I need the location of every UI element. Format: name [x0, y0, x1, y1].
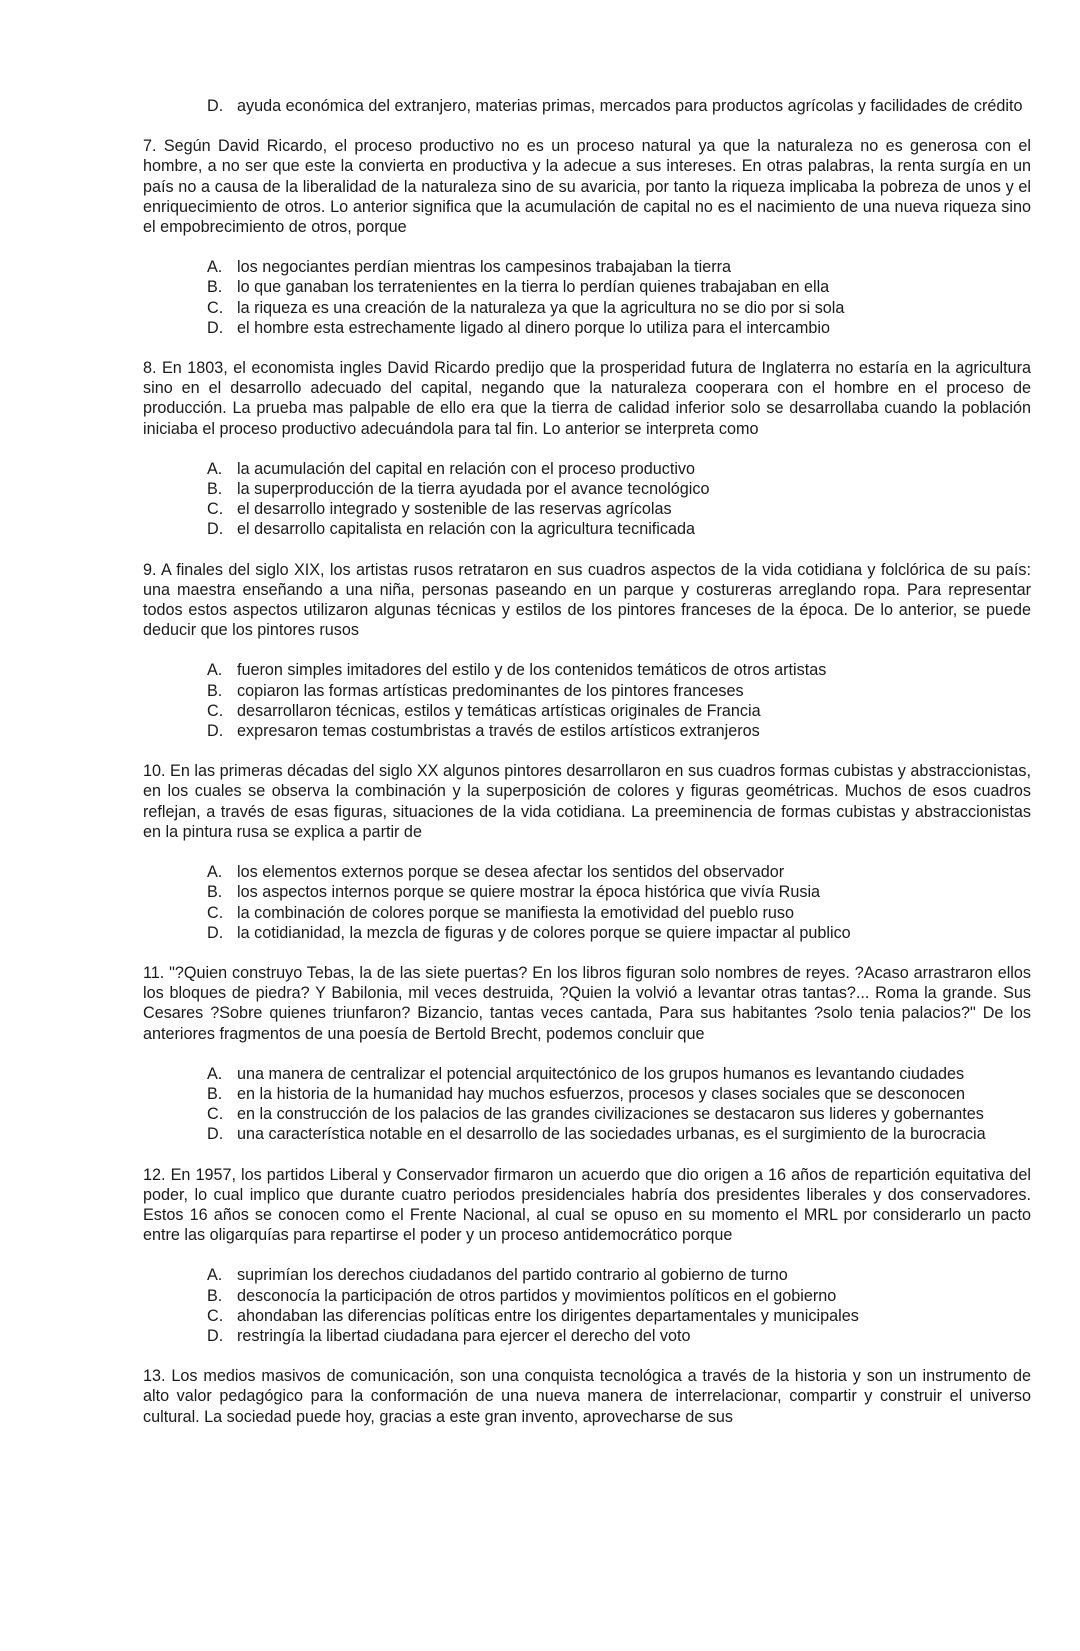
option-letter: D.	[207, 1326, 224, 1345]
continuation-options	[207, 96, 1031, 116]
option-list	[207, 459, 1031, 540]
option-item	[207, 1265, 1031, 1285]
question-12	[143, 1165, 1031, 1347]
option-text: en la historia de la humanidad hay muchos esfuerzos, procesos y clases sociales que se desconocen	[237, 1084, 965, 1103]
option-list	[207, 660, 1031, 741]
option-text: el desarrollo integrado y sostenible de las reservas agrícolas	[237, 500, 672, 519]
option-text: en la construcción de los palacios de las grandes civilizaciones se destacaron sus lideres y gobernantes	[237, 1105, 984, 1124]
option-list	[207, 1265, 1031, 1346]
option-item	[207, 1286, 1031, 1306]
option-text: los negociantes perdían mientras los campesinos trabajaban la tierra	[237, 258, 731, 277]
option-text: restringía la libertad ciudadana para ejercer el derecho del voto	[237, 1326, 691, 1345]
option-item	[207, 660, 1031, 680]
option-item	[207, 1084, 1031, 1104]
option-item	[207, 519, 1031, 539]
option-letter: C.	[207, 298, 224, 317]
option-letter: D.	[207, 520, 224, 539]
option-text: los aspectos internos porque se quiere mostrar la época histórica que vivía Rusia	[237, 883, 821, 902]
question-stem: 7. Según David Ricardo, el proceso productivo no es un proceso natural ya que la naturaleza no es generosa con el hombre, a no ser que este la convierta en productiva y la adecue a sus intereses. En otras palabras, la renta surgía en un país no a causa de la liberalidad de la naturaleza sino de su avaricia, por tanto la riqueza implicaba la pobreza de unos y el enriquecimiento de otros. Lo anterior significa que la acumulación de capital no es el nacimiento de una nueva riqueza sino el empobrecimiento de otros, porque	[143, 137, 1031, 237]
option-letter: B.	[207, 1286, 223, 1305]
option-letter: C.	[207, 500, 224, 519]
question-stem: 12. En 1957, los partidos Liberal y Conservador firmaron un acuerdo que dio origen a 16 años de repartición equitativa del poder, lo cual implico que durante cuatro periodos presidenciales habría dos presidentes liberales y dos conservadores. Estos 16 años se conocen como el Frente Nacional, al cual se opuso en su momento el MRL por considerarlo un pacto entre las oligarquías para repartirse el poder y un proceso antidemocrático porque	[143, 1165, 1031, 1245]
question-13	[143, 1366, 1031, 1427]
option-letter: A.	[207, 1266, 223, 1285]
option-text: una característica notable en el desarrollo de las sociedades urbanas, es el surgimiento de la burocracia	[237, 1125, 986, 1144]
question-stem: 11. "?Quien construyo Tebas, la de las siete puertas? En los libros figuran solo nombres de reyes. ?Acaso arrastraron ellos los bloques de piedra? Y Babilonia, mil veces destruida, ?Quien la volvió a levantar otras tantas?... Roma la grande. Sus Cesares ?Sobre quienes triunfaron? Bizancio, tantas veces cantada, Para sus habitantes ?solo tenia palacios?" De los anteriores fragmentos de una poesía de Bertold Brecht, podemos concluir que	[143, 963, 1031, 1043]
option-text: la acumulación del capital en relación con el proceso productivo	[237, 459, 696, 478]
option-text: lo que ganaban los terratenientes en la tierra lo perdían quienes trabajaban en ella	[237, 278, 830, 297]
option-letter: D.	[207, 923, 224, 942]
option-item	[207, 721, 1031, 741]
document-page	[143, 96, 1031, 1447]
question-10	[143, 761, 1031, 943]
option-letter: C.	[207, 701, 224, 720]
option-item	[207, 882, 1031, 902]
option-text: la combinación de colores porque se manifiesta la emotividad del pueblo ruso	[237, 903, 794, 922]
option-text: ahondaban las diferencias políticas entre los dirigentes departamentales y municipales	[237, 1306, 859, 1325]
option-item	[207, 1064, 1031, 1084]
option-text: la cotidianidad, la mezcla de figuras y de colores porque se quiere impactar al publico	[237, 923, 851, 942]
option-item	[207, 277, 1031, 297]
question-stem: 8. En 1803, el economista ingles David Ricardo predijo que la prosperidad futura de Inglaterra no estaría en la agricultura sino en el desarrollo adecuado del capital, negando que la naturaleza cooperara con el hombre en el proceso de producción. La prueba mas palpable de ello era que la tierra de calidad inferior solo se desarrollaba cuando la población iniciaba el proceso productivo adecuándola para tal fin. Lo anterior se interpreta como	[143, 359, 1031, 438]
option-item	[207, 1306, 1031, 1326]
option-letter: B.	[207, 1084, 223, 1103]
option-text: copiaron las formas artísticas predominantes de los pintores franceses	[237, 681, 744, 700]
question-stem: 13. Los medios masivos de comunicación, son una conquista tecnológica a través de la historia y son un instrumento de alto valor pedagógico para la conformación de una nueva manera de interrelacionar, compartir y construir el universo cultural. La sociedad puede hoy, gracias a este gran invento, aprovecharse de sus	[143, 1367, 1031, 1426]
option-item	[207, 701, 1031, 721]
option-letter: D.	[207, 97, 224, 115]
question-8	[143, 358, 1031, 540]
option-text: desconocía la participación de otros partidos y movimientos políticos en el gobierno	[237, 1286, 837, 1305]
option-text: fueron simples imitadores del estilo y de los contenidos temáticos de otros artistas	[237, 661, 827, 680]
option-letter: A.	[207, 863, 223, 882]
option-text: una manera de centralizar el potencial arquitectónico de los grupos humanos es levantando ciudades	[237, 1064, 965, 1083]
option-item	[207, 1104, 1031, 1124]
option-text: el desarrollo capitalista en relación con la agricultura tecnificada	[237, 520, 696, 539]
option-item	[207, 318, 1031, 338]
question-stem: 9. A finales del siglo XIX, los artistas rusos retrataron en sus cuadros aspectos de la vida cotidiana y folclórica de su país: una maestra enseñando a una niña, personas paseando en un parque y costureras arreglando ropa. Para representar todos estos aspectos utilizaron algunas técnicas y estilos de los pintores franceses de la época. De lo anterior, se puede deducir que los pintores rusos	[143, 560, 1031, 640]
option-list	[207, 1064, 1031, 1145]
option-item	[207, 499, 1031, 519]
option-letter: A.	[207, 661, 223, 680]
option-text: suprimían los derechos ciudadanos del partido contrario al gobierno de turno	[237, 1266, 788, 1285]
option-letter: D.	[207, 1125, 224, 1144]
question-9	[143, 560, 1031, 742]
option-text: ayuda económica del extranjero, materias primas, mercados para productos agrícolas y facilidades de crédito	[237, 97, 1023, 115]
option-letter: B.	[207, 883, 223, 902]
option-text: el hombre esta estrechamente ligado al dinero porque lo utiliza para el intercambio	[237, 318, 830, 337]
option-text: la riqueza es una creación de la naturaleza ya que la agricultura no se dio por si sola	[237, 298, 845, 317]
option-letter: C.	[207, 903, 224, 922]
question-11	[143, 963, 1031, 1145]
option-letter: B.	[207, 278, 223, 297]
option-text: la superproducción de la tierra ayudada por el avance tecnológico	[237, 480, 710, 499]
option-item	[207, 298, 1031, 318]
option-text: desarrollaron técnicas, estilos y temáticas artísticas originales de Francia	[237, 701, 761, 720]
option-letter: D.	[207, 318, 224, 337]
option-item	[207, 681, 1031, 701]
option-item	[207, 923, 1031, 943]
option-item	[207, 862, 1031, 882]
option-item	[207, 257, 1031, 277]
option-list	[207, 862, 1031, 943]
option-item	[207, 903, 1031, 923]
option-item	[207, 96, 1031, 116]
option-letter: D.	[207, 722, 224, 741]
question-7	[143, 136, 1031, 338]
option-letter: B.	[207, 681, 223, 700]
option-list	[207, 257, 1031, 338]
option-item	[207, 1326, 1031, 1346]
option-letter: A.	[207, 1064, 223, 1083]
option-item	[207, 479, 1031, 499]
option-item	[207, 459, 1031, 479]
option-text: los elementos externos porque se desea afectar los sentidos del observador	[237, 863, 785, 882]
option-item	[207, 1124, 1031, 1144]
option-letter: A.	[207, 258, 223, 277]
option-letter: C.	[207, 1105, 224, 1124]
option-letter: A.	[207, 459, 223, 478]
option-letter: C.	[207, 1306, 224, 1325]
option-text: expresaron temas costumbristas a través de estilos artísticos extranjeros	[237, 722, 760, 741]
option-letter: B.	[207, 480, 223, 499]
question-stem: 10. En las primeras décadas del siglo XX algunos pintores desarrollaron en sus cuadros formas cubistas y abstraccionistas, en los cuales se observa la combinación y la superposición de colores y figuras geométricas. Muchos de esos cuadros reflejan, a través de esas figuras, situaciones de la vida cotidiana. La preeminencia de formas cubistas y abstraccionistas en la pintura rusa se explica a partir de	[143, 762, 1031, 841]
